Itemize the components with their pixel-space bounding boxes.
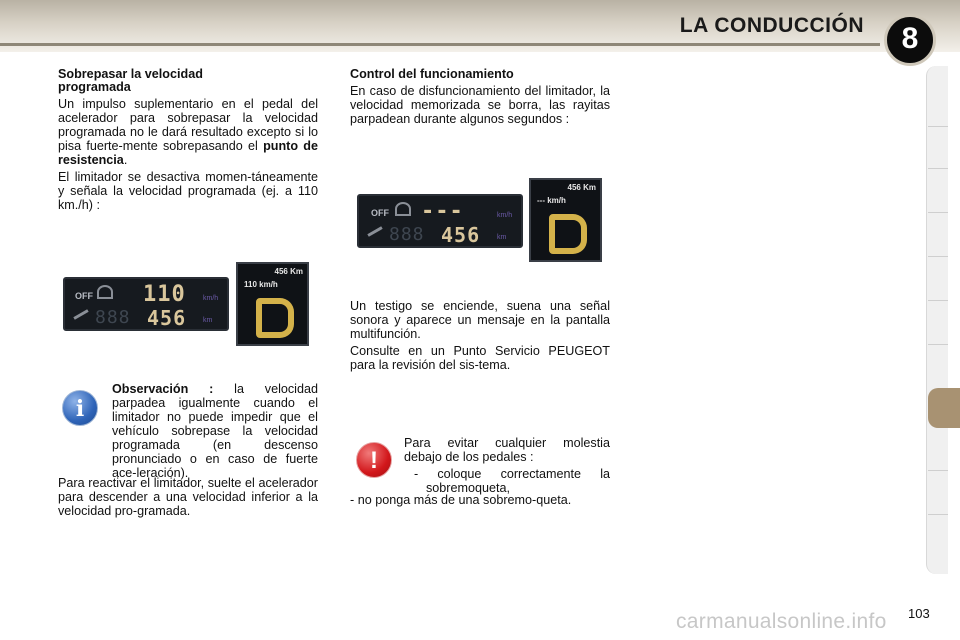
chapter-tab-active[interactable] [928, 388, 960, 428]
section-heading-override: Sobrepasar la velocidad programada [58, 67, 203, 94]
odometer-digits: 456 [147, 306, 187, 330]
gear-d-icon [549, 214, 587, 254]
odometer-dim-digits: 888 [389, 224, 425, 245]
chapter-tab[interactable] [928, 126, 948, 127]
mfd-speed: 110 km/h [244, 280, 278, 289]
dash-dashes-digits: --- [421, 199, 464, 224]
resistance-point-term: punto de resistencia [58, 139, 318, 167]
distance-unit-label: km [497, 234, 507, 241]
odometer-digits: 456 [441, 223, 481, 247]
mfd-speed: --- km/h [537, 196, 566, 205]
limit-speed-digits: 110 [143, 282, 186, 307]
watermark: carmanualsonline.info [676, 610, 887, 633]
speed-unit-label: km/h [203, 295, 219, 302]
malfunction-paragraph: En caso de disfuncionamiento del limitador, la velocidad memorizada se borra, las rayitas parpadean durante algunos segundos : [350, 84, 610, 126]
warning-item-2-text [350, 493, 610, 510]
section-heading-control: Control del funcionamiento [350, 67, 514, 81]
gear-d-icon [256, 298, 294, 338]
off-indicator: OFF [75, 291, 93, 301]
reactivate-text [58, 476, 318, 521]
warning-item: - coloque correctamente la sobremoqueta, [414, 467, 610, 495]
chapter-badge[interactable]: 8 [884, 14, 936, 66]
chapter-tab[interactable] [928, 300, 948, 301]
info-icon: i [62, 390, 98, 426]
note-text [58, 382, 318, 480]
off-indicator: OFF [371, 208, 389, 218]
warning-item: - no ponga más de una sobremo-queta. [350, 493, 572, 507]
mfd-distance: 456 Km [274, 267, 303, 276]
deactivation-paragraph: El limitador se desactiva momen-táneamente y señala la velocidad programada (ej. a 110 km./h) : [58, 170, 318, 212]
override-text [58, 97, 318, 215]
warning-light-paragraph: Un testigo se enciende, suena una señal sonora y aparece un mensaje en la pantalla multifunción. [350, 299, 610, 341]
instrument-panel-display [63, 277, 229, 331]
wrench-icon [73, 309, 88, 320]
service-paragraph: Consulte en un Punto Servicio PEUGEOT para la revisión del sis-tema. [350, 344, 610, 372]
warning-icon: ! [356, 442, 392, 478]
warning-intro-text [404, 436, 610, 495]
instrument-panel-display-fault [357, 194, 523, 248]
wrench-icon [367, 226, 382, 237]
fault-text [350, 299, 610, 375]
chapter-tab[interactable] [928, 168, 948, 169]
reactivate-paragraph: Para reactivar el limitador, suelte el acelerador para descender a una velocidad inferior a la velocidad pro-gramada. [58, 476, 318, 518]
chapter-tab[interactable] [928, 256, 948, 257]
odometer-dim-digits: 888 [95, 307, 131, 328]
override-paragraph: Un impulso suplementario en el pedal del acelerador para sobrepasar la velocidad programada no le dará resultado excepto si lo pisa fuerte-mente sobrepasando el punto de resistencia. [58, 97, 318, 167]
chapter-tabs-rail [926, 66, 948, 574]
multifunction-display-fault [529, 178, 602, 262]
speedometer-icon [97, 285, 113, 299]
control-text [350, 84, 610, 129]
chapter-tab[interactable] [928, 514, 948, 515]
mfd-distance: 456 Km [567, 183, 596, 192]
speed-unit-label: km/h [497, 212, 513, 219]
note-label: Observación : [112, 382, 214, 396]
page-number: 103 [908, 606, 930, 621]
chapter-tab[interactable] [928, 344, 948, 345]
multifunction-display [236, 262, 309, 346]
distance-unit-label: km [203, 317, 213, 324]
warning-intro: Para evitar cualquier molestia debajo de los pedales : [404, 436, 610, 464]
page-title: LA CONDUCCIÓN [679, 14, 864, 37]
chapter-tab[interactable] [928, 470, 948, 471]
speedometer-icon [395, 202, 411, 216]
note-paragraph: Observación : la velocidad parpadea igualmente cuando el limitador no puede impedir que el vehículo sobrepase la velocidad programada (en descenso pronunciado o en caso de fuerte ace-leración). [112, 382, 318, 480]
chapter-tab[interactable] [928, 212, 948, 213]
header-divider [0, 43, 880, 46]
